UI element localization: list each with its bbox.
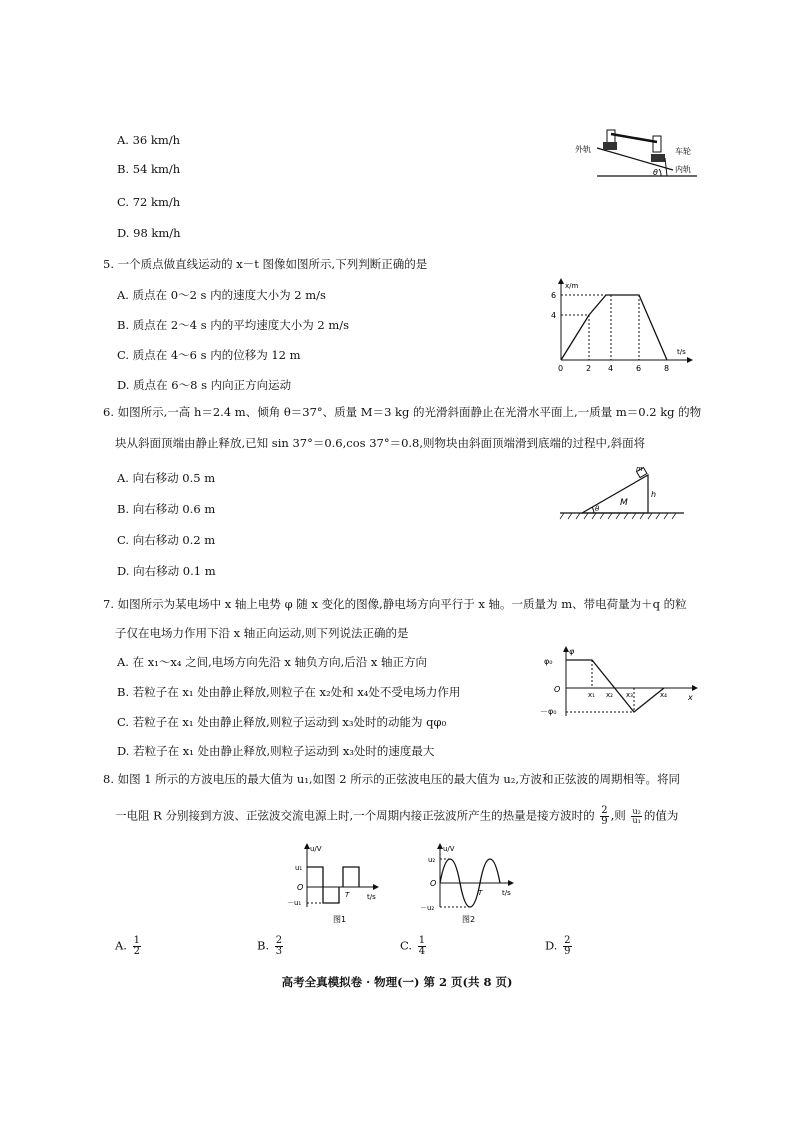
q7-x1-label: x₁ xyxy=(588,691,595,699)
q7-x3-label: x₃ xyxy=(626,691,633,699)
q8-option-d-den: 9 xyxy=(564,946,571,957)
q8-option-b xyxy=(257,936,285,957)
q5-xtick-6: 6 xyxy=(636,364,642,373)
q7-x2-label: x₂ xyxy=(606,691,613,699)
q4-option-a: A. 36 km/h xyxy=(117,133,181,147)
q8-option-c-num: 1 xyxy=(418,935,426,946)
q6-option-d: D. 向右移动 0.1 m xyxy=(117,564,216,578)
q6-option-c: C. 向右移动 0.2 m xyxy=(117,533,216,547)
q7-option-d: D. 若粒子在 x₁ 处由静止释放,则粒子运动到 x₃处时的速度最大 xyxy=(117,744,435,758)
q8-ratio-num: u₂ xyxy=(632,807,641,816)
q8-ratio-fraction xyxy=(631,808,641,825)
q6-stem-line1: 6. 如图所示,一高 h＝2.4 m、倾角 θ＝37°、质量 M＝3 kg 的光滑斜面静止在光滑水平面上,一质量 m＝0.2 kg 的物 xyxy=(103,405,702,419)
q6-M-label: M xyxy=(620,498,628,508)
q8-fig2-caption: 图2 xyxy=(462,915,476,924)
q5-xtick-8: 8 xyxy=(664,364,670,373)
q8-fig2-xlabel: t/s xyxy=(502,889,511,897)
q5-xtick-2: 2 xyxy=(586,364,592,373)
q4-rail-figure xyxy=(575,118,715,188)
q8-stem-line2 xyxy=(115,806,678,827)
q5-xtick-4: 4 xyxy=(608,364,614,373)
q8-fig1-xlabel: t/s xyxy=(367,893,376,901)
q8-fig1-T: T xyxy=(345,891,350,899)
q5-xtick-0: 0 xyxy=(558,364,564,373)
q8-fig1-ylabel: u/V xyxy=(310,845,322,853)
q8-fig2-sine-wave xyxy=(418,843,518,925)
q8-fig1-square-wave xyxy=(283,843,383,925)
q7-negphi0-label: －φ₀ xyxy=(540,707,557,716)
q5-xlabel: t/s xyxy=(677,348,686,356)
q8-option-c-label: C. xyxy=(400,938,413,953)
q8-option-a-label: A. xyxy=(115,938,127,953)
q4-angle-label: θ xyxy=(653,168,658,177)
q4-outer-rail-label: 外轨 xyxy=(575,145,591,154)
q5-option-b: B. 质点在 2～4 s 内的平均速度大小为 2 m/s xyxy=(117,318,350,332)
q6-m-label: m xyxy=(636,465,643,473)
q8-option-d-fraction xyxy=(563,936,571,957)
q5-xt-graph xyxy=(545,278,695,376)
q8-option-c-fraction xyxy=(418,936,426,957)
q6-stem-line2: 块从斜面顶端由静止释放,已知 sin 37°＝0.6,cos 37°＝0.8,则物块由斜面顶端滑到底端的过程中,斜面将 xyxy=(115,436,646,450)
q8-option-a-den: 2 xyxy=(133,946,140,957)
q7-origin-label: O xyxy=(554,685,561,694)
q8-option-a xyxy=(115,936,143,957)
page-footer: 高考全真模拟卷 · 物理(一) 第 2 页(共 8 页) xyxy=(281,975,513,989)
q6-wedge-figure xyxy=(558,465,688,521)
q8-heat-fraction-num: 2 xyxy=(601,805,608,816)
q8-fig2-negu-label: －u₂ xyxy=(420,904,435,912)
q5-ytick-6: 6 xyxy=(551,291,557,300)
q7-potential-graph xyxy=(540,646,700,718)
q8-fig2-origin: O xyxy=(430,879,437,888)
q8-fig1-negu-label: －u₁ xyxy=(287,899,302,907)
q8-fig2-ylabel: u/V xyxy=(443,845,455,853)
q8-fig1-caption: 图1 xyxy=(333,915,347,924)
q6-option-a: A. 向右移动 0.5 m xyxy=(117,471,216,485)
q5-option-c: C. 质点在 4～6 s 内的位移为 12 m xyxy=(117,348,301,362)
q8-option-a-fraction xyxy=(133,936,141,957)
q4-option-c: C. 72 km/h xyxy=(117,195,181,209)
q8-option-c xyxy=(400,936,428,957)
q5-option-d: D. 质点在 6～8 s 内向正方向运动 xyxy=(117,378,292,392)
q8-fig1-u-label: u₁ xyxy=(295,864,303,872)
q8-heat-fraction-den: 9 xyxy=(601,816,608,827)
q8-option-b-den: 3 xyxy=(275,946,283,957)
q7-phi-label: φ xyxy=(569,647,575,656)
q8-ratio-den: u₁ xyxy=(632,816,641,825)
q4-wheel-label: 车轮 xyxy=(675,147,691,156)
q6-theta-label: θ xyxy=(595,505,600,513)
q8-option-b-label: B. xyxy=(257,938,270,953)
q8-option-b-fraction xyxy=(275,936,283,957)
q8-option-c-den: 4 xyxy=(418,946,426,957)
q7-x-label: x xyxy=(688,693,693,702)
q8-fig2-u-label: u₂ xyxy=(428,856,436,864)
q5-ylabel: x/m xyxy=(565,282,579,290)
q5-ytick-4: 4 xyxy=(551,311,557,320)
q8-stem-line1: 8. 如图 1 所示的方波电压的最大值为 u₁,如图 2 所示的正弦波电压的最大值为 u₂,方波和正弦波的周期相等。将同 xyxy=(103,772,681,786)
q8-stem-part-b: ,则 xyxy=(610,808,626,823)
q8-option-a-num: 1 xyxy=(133,935,140,946)
q8-stem-part-a: 一电阻 R 分别接到方波、正弦波交流电源上时,一个周期内接正弦波所产生的热量是接方波时的 xyxy=(115,808,595,823)
q4-option-d: D. 98 km/h xyxy=(117,226,181,240)
q4-option-b: B. 54 km/h xyxy=(117,162,181,176)
q5-stem: 5. 一个质点做直线运动的 x－t 图像如图所示,下列判断正确的是 xyxy=(103,257,428,271)
q7-stem-line1: 7. 如图所示为某电场中 x 轴上电势 φ 随 x 变化的图像,静电场方向平行于 x 轴。一质量为 m、带电荷量为＋q 的粒 xyxy=(103,597,687,611)
q8-stem-part-c: 的值为 xyxy=(643,808,679,823)
q8-option-d-num: 2 xyxy=(564,935,571,946)
q8-fig2-T: T xyxy=(478,889,483,897)
q5-option-a: A. 质点在 0～2 s 内的速度大小为 2 m/s xyxy=(117,288,326,302)
q7-option-c: C. 若粒子在 x₁ 处由静止释放,则粒子运动到 x₃处时的动能为 qφ₀ xyxy=(117,715,447,729)
q7-option-a: A. 在 x₁～x₄ 之间,电场方向先沿 x 轴负方向,后沿 x 轴正方向 xyxy=(117,655,428,669)
q7-option-b: B. 若粒子在 x₁ 处由静止释放,则粒子在 x₂处和 x₄处不受电场力作用 xyxy=(117,685,461,699)
q8-option-d-label: D. xyxy=(545,938,558,953)
q7-stem-line2: 子仅在电场力作用下沿 x 轴正向运动,则下列说法正确的是 xyxy=(115,626,409,640)
q4-inner-rail-label: 内轨 xyxy=(675,165,691,174)
q8-fig1-origin: O xyxy=(297,883,304,892)
q8-heat-fraction xyxy=(600,806,608,827)
q6-h-label: h xyxy=(651,490,657,499)
q7-x4-label: x₄ xyxy=(660,691,667,699)
q7-phi0-label: φ₀ xyxy=(544,657,553,666)
q8-option-d xyxy=(545,936,574,957)
q8-option-b-num: 2 xyxy=(275,935,283,946)
q6-option-b: B. 向右移动 0.6 m xyxy=(117,502,216,516)
